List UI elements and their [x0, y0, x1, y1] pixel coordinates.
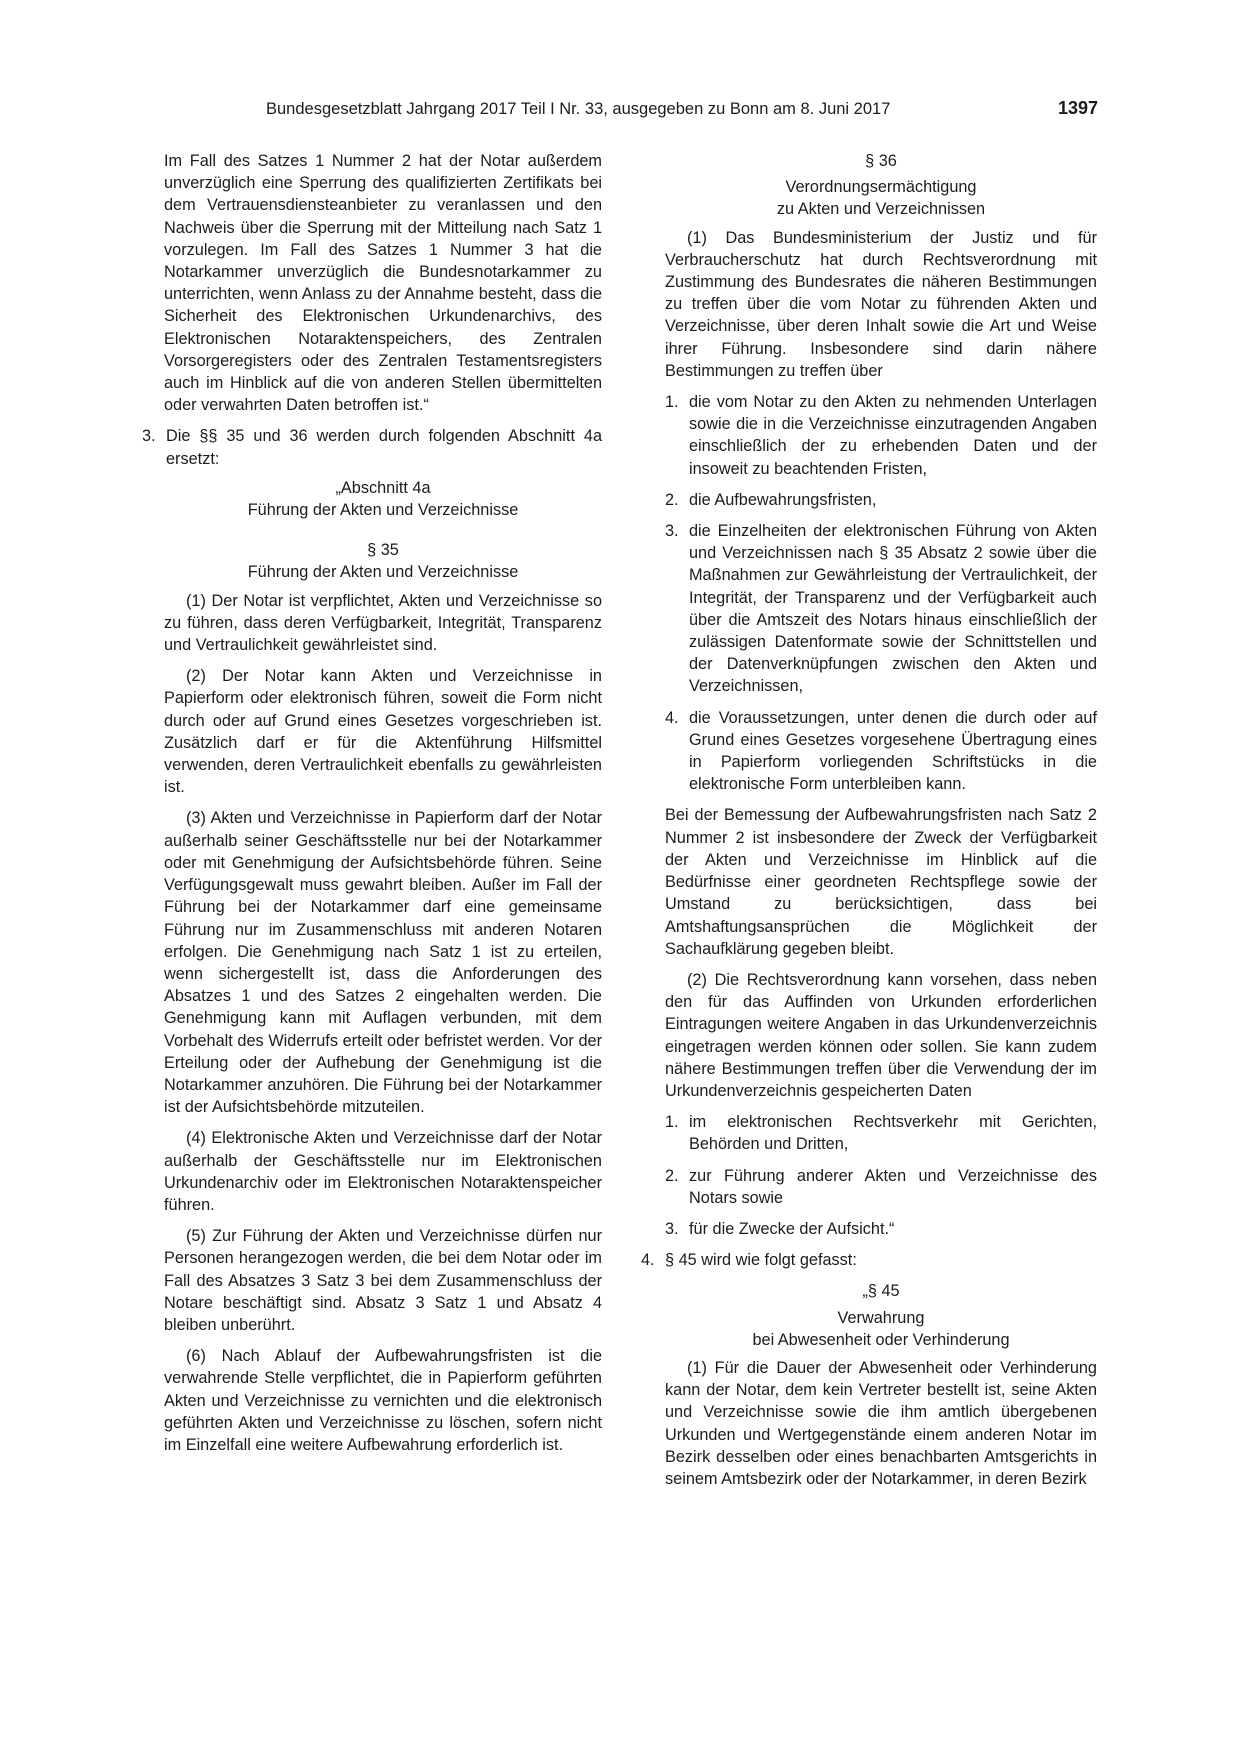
list-item-number: 2.: [665, 490, 679, 509]
amendment-item-3-text: Die §§ 35 und 36 werden durch folgenden Abschnitt 4a ersetzt:: [166, 427, 602, 468]
right-column: [641, 150, 1097, 1499]
list-item: [665, 1165, 1097, 1209]
bemessung-paragraph: Bei der Bemessung der Aufbewahrungsfristen nach Satz 2 Nummer 2 ist insbesondere der Zweck der Verfügbarkeit der Akten und Verzeichnisse im Hinblick auf die Bedürfnisse einer geordneten Rechtspflege sowie der Umstand zu berücksichtigen, dass bei Amtshaftungsansprüchen die Möglichkeit der Sachaufklärung gegeben bleibt.: [665, 806, 1097, 958]
section-35-paragraph-5: (5) Zur Führung der Akten und Verzeichnisse dürfen nur Personen herangezogen werden, die bei dem Notar oder im Fall des Absatzes 3 Satz 3 bei dem Zusammenschluss der Notare beschäftigt sind. Absatz 3 Satz 1 und Absatz 4 bleiben unberührt.: [164, 1227, 602, 1334]
section-45-heading: „§ 45: [862, 1282, 900, 1301]
intro-paragraph: Im Fall des Satzes 1 Nummer 2 hat der Notar außerdem unverzüglich eine Sperrung des qualifizierten Zertifikats bei dem Vertrauensdiensteanbieter zu veranlassen und den Nachweis über die Sperrung mit der Mitteilung nach Satz 1 vorzulegen. Im Fall des Satzes 1 Nummer 3 hat die Notarkammer unverzüglich die Bundesnotarkammer zu unterrichten, wenn Anlass zu der Annahme besteht, dass die Sicherheit des Elektronischen Urkundenarchivs, des Elektronischen Notaraktenspeichers, des Zentralen Vorsorgeregisters oder des Zentralen Testamentsregisters auch im Hinblick auf die von anderen Stellen übermittelten oder verwahrten Daten betroffen ist.“: [164, 152, 602, 415]
section-35-paragraph-6: (6) Nach Ablauf der Aufbewahrungsfristen ist die verwahrende Stelle verpflichtet, die in Papierform geführten Akten und Verzeichnisse zu vernichten und die elektronisch geführten Akten und Verzeichnisse zu löschen, sofern nicht im Einzelfall eine weitere Aufbewahrung erforderlich ist.: [164, 1347, 602, 1454]
list-item: [665, 391, 1097, 480]
list-item-number: 4.: [665, 708, 679, 727]
amendment-item-3: [142, 425, 602, 469]
list-item: [665, 489, 1097, 511]
section-45-title-line-2: bei Abwesenheit oder Verhinderung: [752, 1330, 1010, 1349]
list-item-text: zur Führung anderer Akten und Verzeichnisse des Notars sowie: [689, 1166, 1097, 1207]
section-35-paragraph-2: (2) Der Notar kann Akten und Verzeichnisse in Papierform oder elektronisch führen, soweit die Form nicht durch oder auf Grund eines Gesetzes vorgeschrieben ist. Zusätzlich darf er für die Aktenführung Hilfsmittel verwenden, deren Vertraulichkeit ebenfalls zu gewährleisten ist.: [164, 667, 602, 797]
list-item-text: für die Zwecke der Aufsicht.“: [689, 1219, 895, 1238]
list-item-number: 1.: [665, 393, 679, 412]
list-item-text: die vom Notar zu den Akten zu nehmenden Unterlagen sowie die in die Verzeichnisse einzutragenden Angaben einschließlich der zu erhebenden Daten und der insoweit zu beachtenden Fristen,: [689, 393, 1097, 478]
section-35-title: Führung der Akten und Verzeichnisse: [247, 563, 519, 582]
list-item: [665, 1218, 1097, 1240]
section-45-paragraph-1: (1) Für die Dauer der Abwesenheit oder Verhinderung kann der Notar, dem kein Vertreter bestellt ist, seine Akten und Verzeichnisse sowie die ihm amtlich übergebenen Urkunden und Wertgegenstände einem anderen Notar im Bezirk desselben oder eines benachbarten Amtsgerichts in seinem Amtsbezirk oder der Notarkammer, in deren Bezirk: [665, 1358, 1097, 1488]
list-item-number: 2.: [665, 1166, 679, 1185]
section-36-paragraph-2: (2) Die Rechtsverordnung kann vorsehen, dass neben den für das Auffinden von Urkunden erforderlichen Eintragungen weitere Angaben in das Urkundenverzeichnis eingetragen werden können oder sollen. Sie kann zudem nähere Bestimmungen treffen über die Verwendung der im Urkundenverzeichnis gespeicherten Daten: [665, 970, 1097, 1100]
list-item-text: die Einzelheiten der elektronischen Führung von Akten und Verzeichnissen nach § 35 Absatz 2 sowie über die Maßnahmen zur Gewährleistung der Vertraulichkeit, der Integrität, der Transparenz und der Verfügbarkeit auch über die Amtszeit des Notars hinaus einschließlich der zulässigen Datenformate sowie der Schnittstellen und der Datenverknüpfungen zwischen den Akten und Verzeichnissen,: [689, 522, 1097, 696]
amendment-item-3-number: 3.: [142, 427, 156, 446]
section-35-heading: § 35: [367, 541, 399, 560]
section-36-heading: § 36: [865, 152, 897, 170]
section-36-title-line-2: zu Akten und Verzeichnissen: [776, 200, 986, 219]
amendment-item-4-text: § 45 wird wie folgt gefasst:: [665, 1251, 857, 1270]
list-item-number: 1.: [665, 1113, 679, 1132]
list-item-text: im elektronischen Rechtsverkehr mit Gerichten, Behörden und Dritten,: [689, 1113, 1097, 1154]
section-36-title-line-1: Verordnungsermächtigung: [785, 178, 977, 197]
left-column: [142, 150, 602, 1465]
amendment-item-4-number: 4.: [641, 1251, 655, 1270]
list-item-text: die Voraussetzungen, unter denen die durch oder auf Grund eines Gesetzes vorgesehene Übertragung eines in Papierform vorliegenden Schriftstücks in die elektronische Form unterbleiben kann.: [689, 708, 1097, 794]
list-item-number: 3.: [665, 522, 679, 541]
abschnitt-title: Führung der Akten und Verzeichnisse: [247, 501, 519, 520]
running-title: Bundesgesetzblatt Jahrgang 2017 Teil I Nr. 33, ausgegeben zu Bonn am 8. Juni 2017: [266, 100, 891, 118]
abschnitt-heading: „Abschnitt 4a: [335, 478, 431, 497]
running-header: [266, 100, 1098, 126]
section-45-title-line-1: Verwahrung: [837, 1308, 925, 1327]
list-item-number: 3.: [665, 1219, 679, 1238]
list-item: [665, 1111, 1097, 1155]
section-35-paragraph-1: (1) Der Notar ist verpflichtet, Akten und Verzeichnisse so zu führen, dass deren Verfügbarkeit, Integrität, Transparenz und Vertraulichkeit gewährleistet sind.: [164, 591, 602, 655]
section-35-paragraph-4: (4) Elektronische Akten und Verzeichnisse darf der Notar außerhalb der Geschäftsstelle nur im Elektronischen Urkundenarchiv oder im Elektronischen Notaraktenspeicher führen.: [164, 1129, 602, 1214]
list-item: [665, 520, 1097, 698]
section-35-paragraph-3: (3) Akten und Verzeichnisse in Papierform darf der Notar außerhalb seiner Geschäftsstelle nur bei der Notarkammer oder mit Genehmigung der Aufsichtsbehörde führen. Seine Verfügungsgewalt muss gewahrt bleiben. Außer im Fall der Führung bei der Notarkammer darf eine gemeinsame Führung nur im Zusammenschluss mit anderen Notaren erfolgen. Die Genehmigung nach Satz 1 ist zu erteilen, wenn sichergestellt ist, dass die Anforderungen des Absatzes 1 und des Satzes 2 eingehalten werden. Die Genehmigung kann mit Auflagen verbunden, mit dem Vorbehalt des Widerrufs erteilt oder befristet werden. Vor der Erteilung oder der Aufhebung der Genehmigung ist die Notarkammer anzuhören. Die Führung bei der Notarkammer ist der Aufsichtsbehörde mitzuteilen.: [164, 809, 602, 1117]
list-item: [665, 707, 1097, 796]
amendment-item-4: [641, 1249, 1097, 1271]
page-number: 1397: [1057, 98, 1098, 118]
list-item-text: die Aufbewahrungsfristen,: [689, 490, 877, 509]
section-36-paragraph-1: (1) Das Bundesministerium der Justiz und für Verbraucherschutz hat durch Rechtsverordnung mit Zustimmung des Bundesrates die näheren Bestimmungen zu treffen über die vom Notar zu führenden Akten und Verzeichnisse, über deren Inhalt sowie die Art und Weise ihrer Führung. Insbesondere sind darin nähere Bestimmungen zu treffen über: [665, 228, 1097, 380]
